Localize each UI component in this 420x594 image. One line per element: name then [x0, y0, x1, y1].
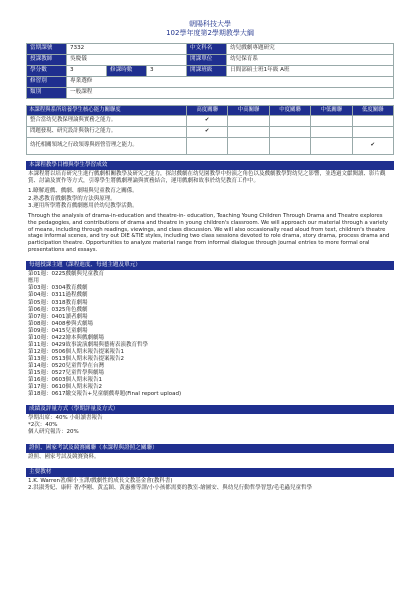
section-bar-references: 主要教材	[26, 468, 394, 477]
goals-section	[26, 170, 394, 255]
schedule-line: 第16週：0603個人期末報告1	[28, 376, 102, 383]
competency-label: 幼托相關領域之行政領導與經營管理之能力。	[27, 137, 187, 154]
section-bar-schedule: 每週授課主題（課程進度、每週主題及單元）	[26, 261, 394, 270]
competency-mark	[187, 137, 228, 154]
schedule-line: 第17週：0610個人期末報告2	[28, 383, 102, 390]
info-label: 中文科名	[187, 43, 227, 54]
info-value: 吳慶儀	[67, 54, 187, 65]
competency-mark	[311, 126, 352, 137]
schedule-line: 第12週：0506個人期末報告提案報告1	[28, 348, 124, 355]
schedule-line: 第07週：0401讀者劇場	[28, 313, 88, 320]
grading-line: 個人研究報告：20%	[28, 429, 79, 436]
reference-line: 1.K. Warren著/陳小玉譯/戲劇性的成長文教基金會(教科書)	[28, 478, 173, 485]
info-label: 授課教師	[27, 54, 67, 65]
section-bar-certificate: 證照、國家考試及競賽關聯（本課程與證照之關聯）	[26, 444, 394, 453]
schedule-line: 第15週：0527兒童哲學與劇場	[28, 369, 104, 376]
schedule-line: 第08週：0408參與式劇場	[28, 320, 93, 327]
page-header	[26, 20, 394, 39]
competency-header: 中低關聯	[311, 105, 352, 115]
info-row	[27, 43, 394, 54]
competency-header: 本課程與系所培養學生核心能力關聯度	[27, 105, 187, 115]
competency-table	[26, 105, 394, 155]
schedule-line: 第05週：0318教育劇場	[28, 299, 88, 306]
schedule-line: 第01週：0225戲劇與兒童教育	[28, 271, 104, 278]
references-section	[26, 477, 394, 493]
info-label: 修課時數	[107, 65, 147, 76]
competency-mark	[228, 137, 269, 154]
competency-mark	[228, 126, 269, 137]
competency-mark	[269, 115, 310, 126]
info-label: 學分數	[27, 65, 67, 76]
info-value: 一般課程	[67, 87, 394, 98]
reference-line: 2.洪淑秀妃、康軒 著/李剛、黃孟穎、黃惠雅等譯/小小孩都需要的教室-繪圖安、與幼兒行動哲學智慧/毛毛蟲兒童哲學	[28, 485, 313, 492]
goals-intro: 本課程將以培育研究生進行戲劇相關教學及研究之能力，探討戲劇在幼兒園教學中扮演之角色以及戲劇教學對幼兒之影響，並透過文獻閱讀、影片觀賞、討論及實作等方式，引導學生將戲劇理論與實務結合，運用戲劇和故事於幼兒教育工作中。	[28, 171, 386, 185]
section-bar-grading: 成績及評量方式（學期評量及方式）	[26, 405, 394, 414]
info-row	[27, 65, 394, 76]
competency-mark	[311, 115, 352, 126]
competency-row	[27, 115, 394, 126]
info-value: 7332	[67, 43, 187, 54]
competency-header: 高度關聯	[187, 105, 228, 115]
schedule-line: 第11週：0429故事說演劇場與藝術表演教育哲學	[28, 341, 148, 348]
competency-header-row	[27, 105, 394, 115]
competency-mark: ✔	[352, 137, 393, 154]
schedule-line: 應用	[28, 278, 40, 285]
schedule-section	[26, 270, 394, 399]
goals-item: 3.運用所學將教育戲劇應用於幼兒教學活動。	[28, 202, 138, 209]
course-info-table	[26, 43, 394, 99]
info-row	[27, 76, 394, 87]
competency-mark	[269, 126, 310, 137]
info-value: 幼兒保育系	[227, 54, 394, 65]
info-value: 專業選修	[67, 76, 394, 87]
school-name: 朝陽科技大學	[189, 20, 231, 28]
competency-mark: ✔	[187, 115, 228, 126]
competency-mark: ✔	[187, 126, 228, 137]
schedule-line: 第04週：0311過程戲劇	[28, 292, 88, 299]
info-value: 3	[147, 65, 187, 76]
section-bar-goals: 本課程教學目標與學生學習成效	[26, 161, 394, 170]
info-label: 類別	[27, 87, 67, 98]
info-value: 日間部碩士班1年級 A班	[227, 65, 394, 76]
info-row	[27, 87, 394, 98]
info-row	[27, 54, 394, 65]
schedule-line: 第10週：0422繪本與戲劇劇場	[28, 334, 104, 341]
goals-english: Through the analysis of drama-in-education and theatre-in- education, Teaching Young Children Through Drama and Theatre explores the pedagogies, and contributions of drama and theatre in young children's classroom. We will approach our material through a variety of means, including through readings, viewings, and class discussion. We will also occasionally read aloud from text, children's theatre stage informal scenes, and try out DIE &TIE styles, including two class sessions devoted to role drama, story drama, process drama and participation theatre. Opportunities to analyze material range from informal dialogue through journal entries to more formal oral presentations and essays.	[28, 212, 390, 254]
competency-mark	[311, 137, 352, 154]
schedule-line: 第13週：0513個人期末報告提案報告2	[28, 355, 124, 362]
certificate-text: 證照、國家考試及競賽資料。	[28, 453, 100, 460]
competency-mark	[352, 115, 393, 126]
goals-item: 2.熟悉教育戲劇教學的方法與原理。	[28, 195, 116, 202]
schedule-line: 第03週：0304教育戲劇	[28, 285, 88, 292]
grading-line: 學期出席：40% 小組讀書報告	[28, 415, 103, 422]
info-value: 3	[67, 65, 107, 76]
competency-header: 中度關聯	[269, 105, 310, 115]
competency-header: 低度關聯	[352, 105, 393, 115]
schedule-line: 第06週：0325角色戲劇	[28, 306, 88, 313]
competency-mark	[269, 137, 310, 154]
competency-header: 中高關聯	[228, 105, 269, 115]
competency-label: 整合當幼兒教保理論與實務之能力。	[27, 115, 187, 126]
schedule-line: 第14週：0520兒童哲學在台灣	[28, 362, 104, 369]
syllabus-title: 102學年度第2學期教學大綱	[166, 29, 254, 38]
competency-label: 問題發現、研究設計與執行之能力。	[27, 126, 187, 137]
schedule-line: 第18週：0617繳交報告+兒童劇戲專題(Final report upload)	[28, 390, 182, 397]
competency-mark	[228, 115, 269, 126]
goals-item: 1.瞭解遊戲、戲劇、劇場與兒童教育之關係。	[28, 188, 138, 195]
schedule-line: 第09週：0415兒童劇場	[28, 327, 88, 334]
competency-mark	[352, 126, 393, 137]
info-label: 修習別	[27, 76, 67, 87]
info-label: 當期課號	[27, 43, 67, 54]
info-value: 幼兒戲劇專題研究	[227, 43, 394, 54]
info-label: 開課單位	[187, 54, 227, 65]
grading-line: *2次：40%	[28, 422, 58, 429]
competency-row	[27, 137, 394, 154]
info-label: 開課班級	[187, 65, 227, 76]
certificate-section	[26, 453, 394, 462]
competency-row	[27, 126, 394, 137]
grading-section	[26, 414, 394, 437]
